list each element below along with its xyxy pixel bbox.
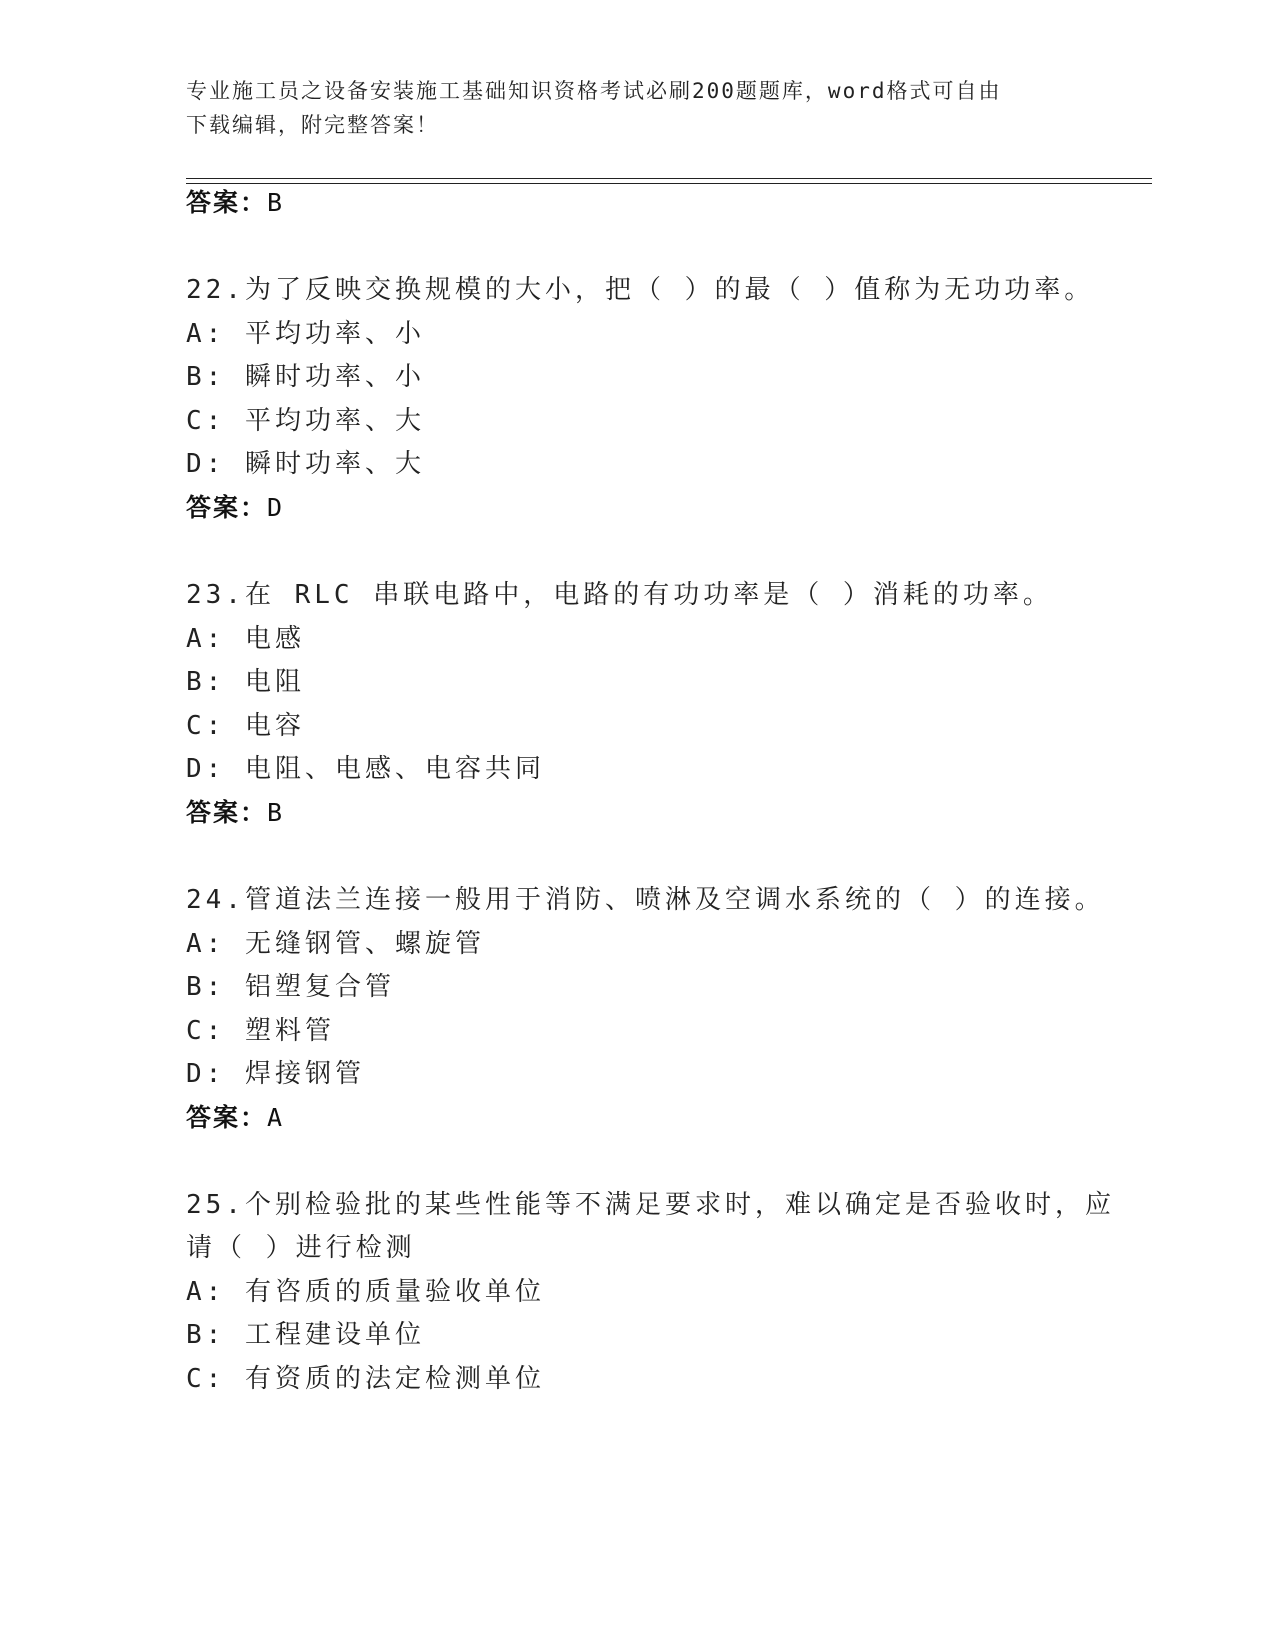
option-a: A: 电感 bbox=[186, 624, 305, 654]
document-header bbox=[186, 74, 1086, 142]
option-c: C: 塑料管 bbox=[186, 1016, 335, 1046]
header-line-2: 下载编辑，附完整答案！ bbox=[186, 113, 439, 137]
option-b: B: 铝塑复合管 bbox=[186, 972, 395, 1002]
option-d: D: 瞬时功率、大 bbox=[186, 449, 425, 479]
option-c: C: 有资质的法定检测单位 bbox=[186, 1364, 545, 1394]
option-b: B: 瞬时功率、小 bbox=[186, 362, 425, 392]
question-stem: 23.在 RLC 串联电路中，电路的有功功率是（ ）消耗的功率。 bbox=[186, 580, 1053, 610]
answer-label: 答案： bbox=[186, 188, 268, 217]
question-stem: 22.为了反映交换规模的大小，把（ ）的最（ ）值称为无功功率。 bbox=[186, 275, 1095, 305]
answer-line bbox=[186, 1101, 284, 1135]
option-d: D: 焊接钢管 bbox=[186, 1059, 365, 1089]
option-a: A: 无缝钢管、螺旋管 bbox=[186, 929, 485, 959]
option-c: C: 平均功率、大 bbox=[186, 406, 425, 436]
answer-value: B bbox=[267, 798, 285, 827]
answer-line bbox=[186, 491, 284, 525]
header-divider-top bbox=[186, 178, 1152, 179]
question-stem-line-1: 25.个别检验批的某些性能等不满足要求时，难以确定是否验收时，应 bbox=[186, 1190, 1115, 1220]
answer-value: B bbox=[267, 188, 285, 217]
option-b: B: 电阻 bbox=[186, 667, 305, 697]
header-divider-bottom bbox=[186, 183, 1152, 184]
header-line-1: 专业施工员之设备安装施工基础知识资格考试必刷200题题库，word格式可自由 bbox=[186, 79, 1002, 103]
answer-line bbox=[186, 186, 284, 220]
question-stem-line-2: 请（ ）进行检测 bbox=[186, 1233, 416, 1263]
option-a: A: 有咨质的质量验收单位 bbox=[186, 1277, 545, 1307]
answer-value: D bbox=[267, 493, 285, 522]
option-c: C: 电容 bbox=[186, 711, 305, 741]
answer-value: A bbox=[267, 1103, 285, 1132]
answer-label: 答案： bbox=[186, 493, 268, 522]
answer-line bbox=[186, 796, 284, 830]
question-stem: 24.管道法兰连接一般用于消防、喷淋及空调水系统的（ ）的连接。 bbox=[186, 885, 1105, 915]
answer-label: 答案： bbox=[186, 1103, 268, 1132]
answer-label: 答案： bbox=[186, 798, 268, 827]
option-d: D: 电阻、电感、电容共同 bbox=[186, 754, 545, 784]
option-a: A: 平均功率、小 bbox=[186, 319, 425, 349]
option-b: B: 工程建设单位 bbox=[186, 1320, 425, 1350]
